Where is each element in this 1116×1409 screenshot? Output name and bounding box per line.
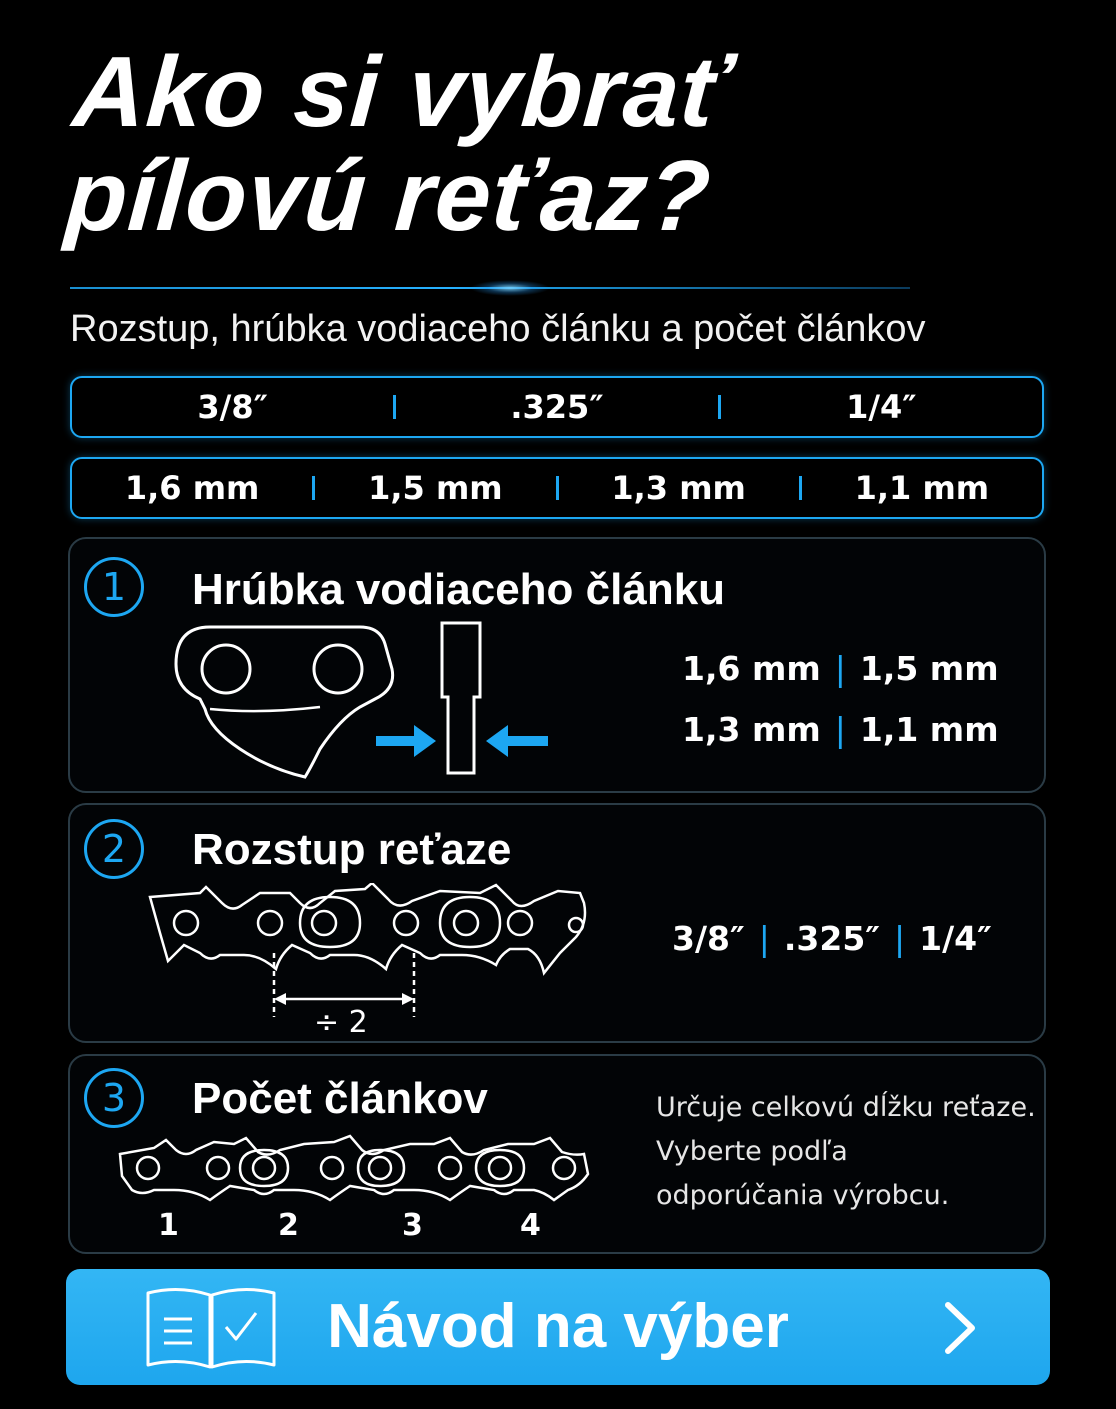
gauge-option[interactable]: 1,1 mm [854, 469, 990, 507]
step-number-badge: 1 [84, 557, 144, 617]
pitch-note: ÷ 2 [314, 1005, 368, 1040]
pitch-options-bar [70, 376, 1044, 438]
link-number: 4 [520, 1208, 541, 1243]
section-title: Hrúbka vodiaceho článku [192, 565, 726, 614]
description-line: Určuje celkovú dĺžku reťaze. [656, 1092, 1036, 1123]
pitch-values [672, 919, 992, 958]
guide-button[interactable] [66, 1269, 1050, 1385]
page-title [62, 36, 1058, 252]
gauge-option[interactable]: 1,5 mm [368, 469, 503, 507]
description-line: odporúčania výrobcu. [656, 1180, 950, 1211]
pitch-value: 3/8″ [672, 919, 745, 958]
links-description [656, 1086, 1036, 1218]
step-number-badge: 3 [84, 1068, 144, 1128]
chevron-right-icon [940, 1301, 980, 1355]
gauge-option[interactable]: 1,3 mm [611, 469, 746, 507]
separator: | [894, 919, 906, 958]
arrow-right-icon [376, 725, 436, 757]
page-title-line1: Ako si vybrať [69, 36, 734, 148]
divider-glow [470, 280, 550, 296]
link-number: 1 [158, 1208, 179, 1243]
section-card-pitch [68, 803, 1046, 1043]
guide-button-label: Návod na výber [327, 1292, 789, 1361]
chain-count-icon [114, 1134, 594, 1204]
step-number-badge: 2 [84, 819, 144, 879]
section-card-links [68, 1054, 1046, 1254]
pitch-option[interactable]: 1/4″ [846, 388, 917, 426]
section-card-gauge [68, 537, 1046, 793]
separator: | [834, 710, 846, 749]
pitch-option[interactable]: .325″ [510, 388, 604, 426]
pitch-option[interactable]: 3/8″ [197, 388, 268, 426]
link-number: 3 [402, 1208, 423, 1243]
gauge-profile-icon [370, 619, 560, 779]
arrow-left-icon [486, 725, 548, 757]
page-title-line2: pílovú reťaz? [62, 140, 715, 252]
gauge-values-line2 [682, 710, 999, 749]
pitch-value: .325″ [783, 919, 881, 958]
gauge-options-bar [70, 457, 1044, 519]
separator: | [834, 649, 846, 688]
page-subtitle: Rozstup, hrúbka vodiaceho článku a počet článkov [70, 308, 926, 350]
gauge-option[interactable]: 1,6 mm [124, 469, 260, 507]
section-title: Rozstup reťaze [192, 825, 512, 874]
gauge-value: 1,6 mm [682, 649, 821, 688]
gauge-value: 1,3 mm [682, 710, 821, 749]
gauge-values-line1 [682, 649, 999, 688]
description-line: Vyberte podľa [656, 1136, 848, 1167]
pitch-value: 1/4″ [919, 919, 992, 958]
separator: | [758, 919, 770, 958]
section-title: Počet článkov [192, 1074, 488, 1123]
gauge-value: 1,5 mm [859, 649, 999, 688]
gauge-value: 1,1 mm [859, 710, 999, 749]
link-number: 2 [278, 1208, 299, 1243]
